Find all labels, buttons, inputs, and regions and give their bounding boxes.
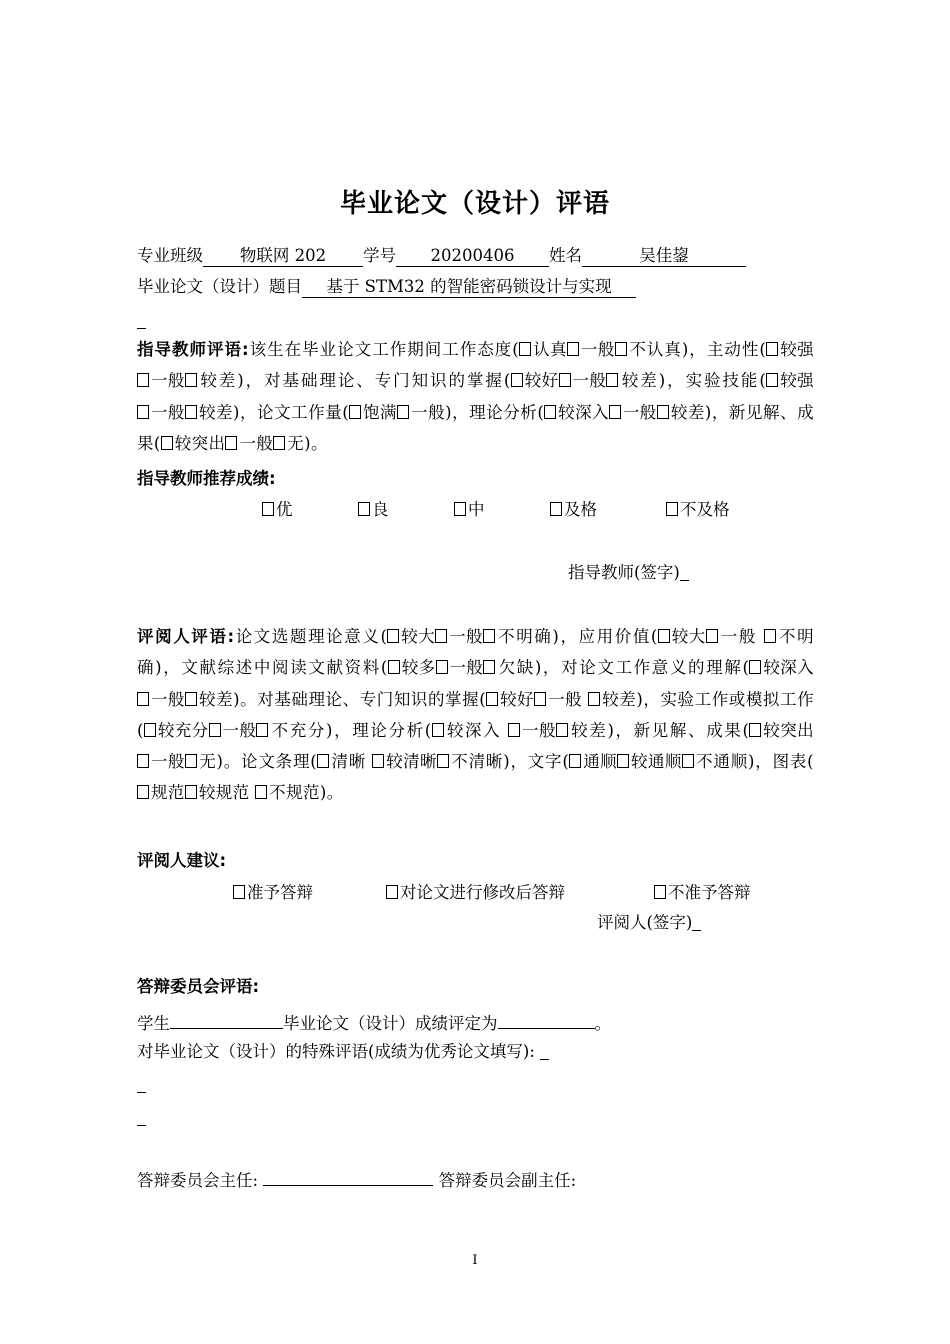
checkbox-icon[interactable] xyxy=(185,373,197,387)
checkbox-icon[interactable] xyxy=(262,502,274,516)
checkbox-option[interactable]: 一般 xyxy=(137,365,185,396)
grade-option-fail[interactable]: 不及格 xyxy=(666,498,730,522)
reviewer-text: 欠缺)，对论文工作意义的理解( xyxy=(497,658,750,678)
advisor-grade-label: 指导教师推荐成绩: xyxy=(137,469,276,488)
checkbox-icon[interactable] xyxy=(137,754,149,768)
committee-grade-line xyxy=(137,1008,611,1036)
student-info-line xyxy=(137,244,746,268)
chair-label: 答辩委员会主任: xyxy=(137,1171,259,1190)
grade-text: 毕业论文（设计）成绩评定为 xyxy=(283,1014,498,1033)
reviewer-text: 一般 xyxy=(719,627,764,646)
checkbox-option[interactable]: 一般 xyxy=(508,715,556,746)
checkbox-icon[interactable] xyxy=(556,723,568,737)
reviewer-text: 不明确)，应用价值( xyxy=(496,627,658,646)
advisor-comment-label: 指导教师评语: xyxy=(137,340,250,359)
reviewer-text: 较差)，新见解、成果( xyxy=(569,720,750,740)
blank-underscore xyxy=(137,312,146,329)
grade-option-pass[interactable]: 及格 xyxy=(550,498,666,522)
checkbox-icon[interactable] xyxy=(454,502,466,516)
special-comment-field[interactable] xyxy=(540,1043,549,1060)
suggestion-option-reject[interactable]: 不准予答辩 xyxy=(654,881,751,905)
checkbox-icon[interactable] xyxy=(658,629,670,643)
checkbox-icon[interactable] xyxy=(534,692,546,706)
checkbox-icon[interactable] xyxy=(233,885,245,899)
checkbox-option[interactable]: 较强 xyxy=(766,334,814,365)
reviewer-text: 不规范)。 xyxy=(269,783,344,803)
reviewer-text: 不通顺)，图表( xyxy=(695,752,815,772)
checkbox-icon[interactable] xyxy=(567,342,579,356)
checkbox-icon[interactable] xyxy=(388,660,400,674)
advisor-text: 较差)，新见解、成果( xyxy=(137,402,814,453)
checkbox-option[interactable]: 一般 xyxy=(559,365,607,396)
blank-line xyxy=(137,309,146,333)
reviewer-text: 较差)，实验工作或模拟工作( xyxy=(137,689,814,740)
chair-signature-field[interactable] xyxy=(263,1165,433,1186)
checkbox-icon[interactable] xyxy=(387,629,399,643)
suggestion-option-revise[interactable]: 对论文进行修改后答辩 xyxy=(386,881,654,905)
checkbox-option[interactable]: 较充分 xyxy=(144,715,209,746)
grade-field[interactable] xyxy=(498,1008,595,1029)
committee-label: 答辩委员会评语: xyxy=(137,977,260,996)
blank-underscore[interactable] xyxy=(137,1076,146,1093)
checkbox-icon[interactable] xyxy=(615,342,627,356)
special-comment-label: 对毕业论文（设计）的特殊评语(成绩为优秀论文填写): xyxy=(137,1042,535,1061)
name-label: 姓名 xyxy=(549,246,582,265)
student-name-field[interactable] xyxy=(170,1008,283,1029)
checkbox-icon[interactable] xyxy=(550,502,562,516)
advisor-text: 较差)，实验技能( xyxy=(620,371,767,391)
checkbox-option[interactable]: 一般 xyxy=(567,334,615,365)
advisor-signature-line xyxy=(568,561,689,585)
checkbox-icon[interactable] xyxy=(657,405,669,419)
reviewer-signature-field[interactable] xyxy=(692,914,701,931)
checkbox-icon[interactable] xyxy=(706,629,718,643)
checkbox-option[interactable]: 一般 xyxy=(209,715,257,746)
reviewer-text: 较规范 xyxy=(198,783,256,803)
checkbox-option[interactable]: 一般 xyxy=(609,397,657,428)
advisor-grade-options xyxy=(262,498,730,522)
checkbox-icon[interactable] xyxy=(137,692,149,706)
grade-option-good[interactable]: 良 xyxy=(358,498,454,522)
checkbox-icon[interactable] xyxy=(185,692,197,706)
checkbox-option[interactable]: 一般 xyxy=(225,428,273,459)
major-class-label: 专业班级 xyxy=(137,246,203,265)
blank-underscore[interactable] xyxy=(137,1109,146,1126)
checkbox-icon[interactable] xyxy=(273,436,285,450)
checkbox-icon[interactable] xyxy=(432,723,444,737)
checkbox-icon[interactable] xyxy=(137,373,149,387)
reviewer-text: 清晰 xyxy=(331,752,373,772)
checkbox-icon[interactable] xyxy=(606,373,618,387)
special-comment-line xyxy=(137,1040,549,1064)
checkbox-icon[interactable] xyxy=(185,785,197,799)
checkbox-icon[interactable] xyxy=(654,885,666,899)
checkbox-option[interactable]: 较突出 xyxy=(161,428,226,459)
reviewer-suggestion-label: 评阅人建议: xyxy=(137,851,227,870)
student-id-label: 学号 xyxy=(363,246,396,265)
checkbox-option[interactable]: 一般 xyxy=(436,652,484,683)
checkbox-option[interactable]: 一般 xyxy=(137,746,185,777)
checkbox-icon[interactable] xyxy=(559,373,571,387)
committee-signature-line xyxy=(137,1165,576,1193)
student-prefix: 学生 xyxy=(137,1014,170,1033)
checkbox-icon[interactable] xyxy=(397,405,409,419)
checkbox-icon[interactable] xyxy=(617,754,629,768)
reviewer-signature-label: 评阅人(签字) xyxy=(597,913,693,932)
suggestion-option-approve[interactable]: 准予答辩 xyxy=(233,881,386,905)
checkbox-option[interactable]: 一般 xyxy=(137,397,185,428)
checkbox-icon[interactable] xyxy=(749,723,761,737)
advisor-text: 无)。 xyxy=(287,433,328,453)
checkbox-icon[interactable] xyxy=(569,754,581,768)
checkbox-option[interactable]: 较好 xyxy=(511,365,559,396)
checkbox-option[interactable]: 饱满 xyxy=(349,397,397,428)
checkbox-option[interactable]: 较大 xyxy=(658,621,706,652)
checkbox-option[interactable]: 认真 xyxy=(519,334,567,365)
checkbox-icon[interactable] xyxy=(483,660,495,674)
checkbox-option[interactable]: 较深入 xyxy=(749,652,814,683)
checkbox-icon[interactable] xyxy=(161,436,173,450)
checkbox-icon[interactable] xyxy=(386,885,398,899)
reviewer-text: 无)。论文条理( xyxy=(198,752,318,772)
advisor-text: 不认真)，主动性( xyxy=(628,340,767,359)
student-id-field[interactable]: 20200406 xyxy=(396,246,549,267)
checkbox-icon[interactable] xyxy=(486,692,498,706)
checkbox-icon[interactable] xyxy=(666,502,678,516)
checkbox-option[interactable]: 较深入 xyxy=(544,397,609,428)
name-field[interactable]: 吴佳鋆 xyxy=(582,246,746,267)
reviewer-comment-label: 评阅人评语: xyxy=(137,627,235,646)
reviewer-suggestion-options xyxy=(233,881,751,905)
vice-chair-label: 答辩委员会副主任: xyxy=(438,1171,577,1190)
checkbox-icon[interactable] xyxy=(317,754,329,768)
reviewer-signature-line xyxy=(597,911,701,935)
checkbox-icon[interactable] xyxy=(682,754,694,768)
advisor-text: 一般)，理论分析( xyxy=(410,402,545,422)
advisor-text: 较差)，论文工作量( xyxy=(198,402,350,422)
grade-option-medium[interactable]: 中 xyxy=(454,498,550,522)
blank-line xyxy=(137,1073,146,1097)
checkbox-icon[interactable] xyxy=(137,405,149,419)
page-title: 毕业论文（设计）评语 xyxy=(339,189,610,219)
checkbox-icon[interactable] xyxy=(137,785,149,799)
checkbox-option[interactable]: 较清晰 xyxy=(372,746,437,777)
advisor-text: 较差)，对基础理论、专门知识的掌握( xyxy=(198,371,511,391)
checkbox-icon[interactable] xyxy=(511,373,523,387)
checkbox-icon[interactable] xyxy=(508,723,520,737)
checkbox-icon[interactable] xyxy=(209,723,221,737)
major-class-field[interactable]: 物联网 202 xyxy=(203,246,363,267)
reviewer-text: 一般 xyxy=(547,689,589,709)
checkbox-option[interactable]: 较突出 xyxy=(749,715,814,746)
advisor-text: 该生在毕业论文工作期间工作态度( xyxy=(249,340,520,359)
checkbox-icon[interactable] xyxy=(544,405,556,419)
advisor-signature-label: 指导教师(签字) xyxy=(568,563,680,582)
checkbox-option[interactable]: 一般 xyxy=(435,621,483,652)
reviewer-text: 不充分)，理论分析( xyxy=(270,720,432,740)
thesis-title-label: 毕业论文（设计）题目 xyxy=(137,277,302,296)
blank-line xyxy=(137,1106,146,1130)
checkbox-option[interactable]: 较多 xyxy=(388,652,436,683)
checkbox-option[interactable]: 较大 xyxy=(387,621,435,652)
checkbox-icon[interactable] xyxy=(372,754,384,768)
checkbox-icon[interactable] xyxy=(144,723,156,737)
checkbox-option[interactable]: 规范 xyxy=(137,777,185,808)
reviewer-comment xyxy=(137,621,814,809)
page-number: I xyxy=(472,1253,478,1268)
checkbox-icon[interactable] xyxy=(436,660,448,674)
checkbox-icon[interactable] xyxy=(766,373,778,387)
grade-option-excellent[interactable]: 优 xyxy=(262,498,358,522)
checkbox-icon[interactable] xyxy=(349,405,361,419)
advisor-signature-field[interactable] xyxy=(680,564,689,581)
thesis-title-line xyxy=(137,275,636,299)
checkbox-icon[interactable] xyxy=(435,629,447,643)
checkbox-option[interactable]: 较通顺 xyxy=(617,746,682,777)
advisor-comment xyxy=(137,334,814,459)
checkbox-icon[interactable] xyxy=(609,405,621,419)
checkbox-option[interactable]: 一般 xyxy=(137,684,185,715)
reviewer-text: 不清晰)，文字( xyxy=(450,752,570,772)
checkbox-option[interactable]: 通顺 xyxy=(569,746,617,777)
reviewer-text: 较深入 xyxy=(445,720,509,740)
checkbox-icon[interactable] xyxy=(483,629,495,643)
checkbox-icon[interactable] xyxy=(225,436,237,450)
checkbox-option[interactable]: 较强 xyxy=(766,365,814,396)
checkbox-icon[interactable] xyxy=(519,342,531,356)
checkbox-icon[interactable] xyxy=(766,342,778,356)
thesis-title-field[interactable]: 基于 STM32 的智能密码锁设计与实现 xyxy=(302,277,636,298)
checkbox-icon[interactable] xyxy=(358,502,370,516)
checkbox-icon[interactable] xyxy=(255,785,267,799)
checkbox-icon[interactable] xyxy=(185,405,197,419)
reviewer-text: 论文选题理论意义( xyxy=(234,627,388,646)
reviewer-text: 不明确)，文献综述中阅读文献资料( xyxy=(137,627,815,678)
checkbox-icon[interactable] xyxy=(437,754,449,768)
checkbox-icon[interactable] xyxy=(588,692,600,706)
checkbox-option[interactable]: 较好 xyxy=(486,684,534,715)
checkbox-icon[interactable] xyxy=(185,754,197,768)
checkbox-icon[interactable] xyxy=(749,660,761,674)
checkbox-icon[interactable] xyxy=(256,723,268,737)
grade-period: 。 xyxy=(594,1014,611,1033)
reviewer-text: 较差)。对基础理论、专门知识的掌握( xyxy=(198,689,487,709)
checkbox-icon[interactable] xyxy=(764,629,776,643)
